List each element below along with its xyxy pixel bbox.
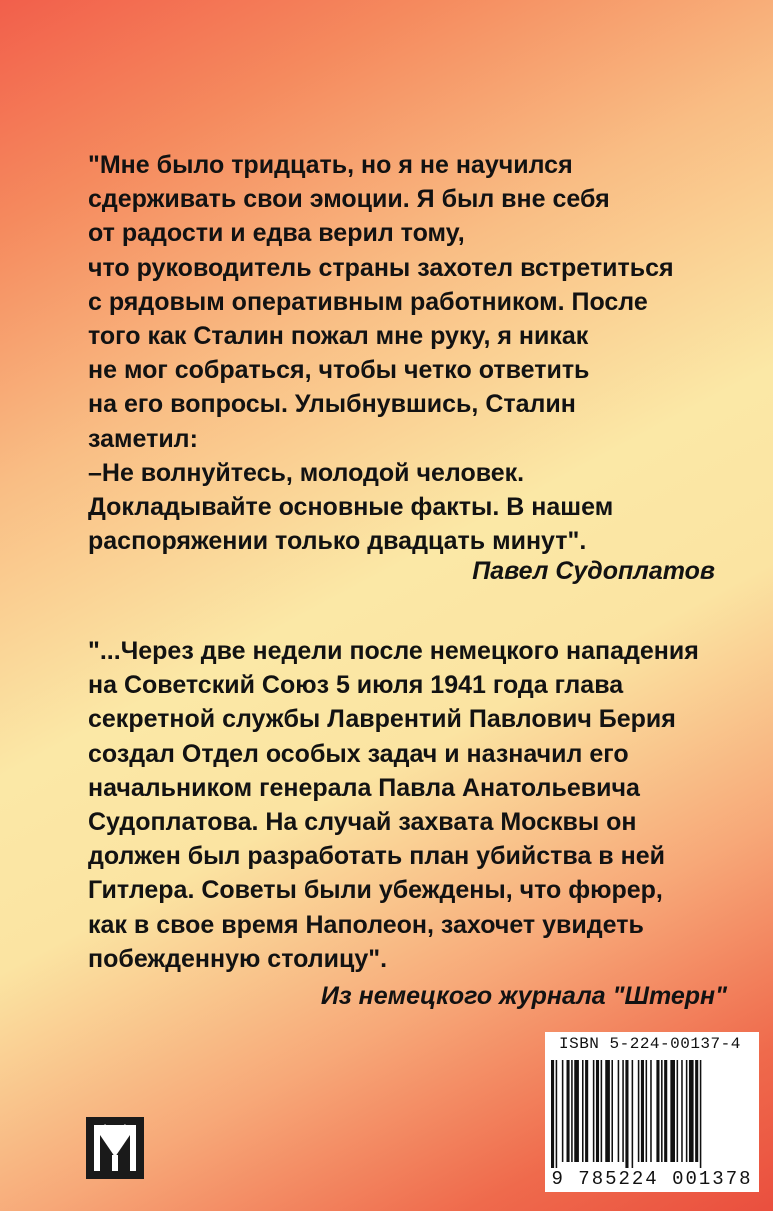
barcode-number: 9 785224 001378 [551,1168,753,1190]
second-quote: "...Через две недели после немецкого нападения на Советский Союз 5 июля 1941 года глава секретной службы Лаврентий Павлович Берия создал Отдел особых задач и назначил его начальником генерала Павла Анатольевича Судоплатова. На случай захвата Москвы он должен был разработать план убийства в ней Гитлера. Советы были убеждены, что фюрер, как в свое время Наполеон, захочет увидеть побежденную столицу". [88,637,699,973]
first-quote: "Мне было тридцать, но я не научился сдерживать свои эмоции. Я был вне себя от радости и едва верил тому, что руководитель страны захотел встретиться с рядовым оперативным работником. После того как Сталин пожал мне руку, я никак не мог собраться, чтобы четко ответить на его вопросы. Улыбнувшись, Сталин заметил: –Не волнуйтесь, молодой человек. Докладывайте основные факты. В нашем распоряжении только двадцать минут". [88,151,674,556]
publisher-logo-icon [86,1117,144,1179]
barcode-block [545,1032,759,1192]
first-quote-author: Павел Судоплатов [472,557,715,585]
isbn-label: ISBN 5-224-00137-4 [559,1035,741,1053]
second-quote-source: Из немецкого журнала "Штерн" [320,982,727,1010]
barcode-icon [551,1060,753,1168]
